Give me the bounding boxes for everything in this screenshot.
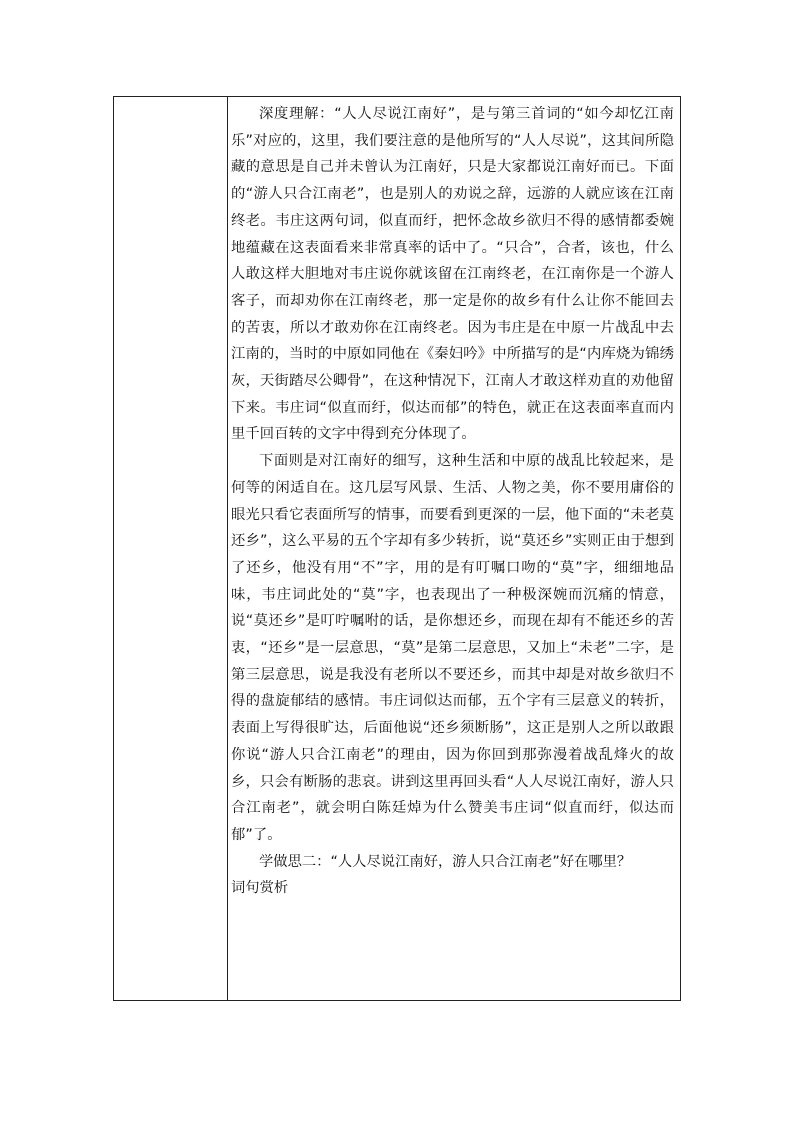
section-heading: 词句赏析	[231, 880, 289, 897]
table-right-cell	[228, 97, 680, 1000]
analysis-paragraph-1: 深度理解：“人人尽说江南好”，是与第三首词的“如今却忆江南乐”对应的，这里，我们要注意的是他所写的“人人尽说”，这其间所隐藏的意思是自己并未曾认为江南好，只是大家都说江南好而已。下面的“游人只合江南老”，也是别人的劝说之辞，远游的人就应该在江南终老。韦庄这两句词，似直而纡，把怀念故乡欲归不得的感情都委婉地蕴藏在这表面看来非常真率的话中了。“只合”，合者，该也，什么人敢这样大胆地对韦庄说你就该留在江南终老，在江南你是一个游人客子，而却劝你在江南终老，那一定是你的故乡有什么让你不能回去的苦衷，所以才敢劝你在江南终老。因为韦庄是在中原一片战乱中去江南的，当时的中原如同他在《秦妇吟》中所描写的是“内库烧为锦绣灰，天街踏尽公卿骨”，在这种情况下，江南人才敢这样劝直的劝他留下来。韦庄词“似直而纡，似达而郁”的特色，就正在这表面率直而内里千回百转的文字中得到充分体现了。	[231, 106, 674, 443]
study-question: 学做思二：“人人尽说江南好，游人只合江南老”好在哪里？	[259, 853, 632, 870]
analysis-paragraph-2: 下面则是对江南好的细写，这种生活和中原的战乱比较起来，是何等的闲适自在。这几层写风景、生活、人物之美，你不要用庸俗的眼光只看它表面所写的情事，而要看到更深的一层，他下面的“未老莫还乡”，这么平易的五个字却有多少转折，说“莫还乡”实则正由于想到了还乡，他没有用“不”字，用的是有叮嘱口吻的“莫”字，细细地品味，韦庄词此处的“莫”字，也表现出了一种极深婉而沉痛的情意，说“莫还乡”是叮咛嘱咐的话，是你想还乡，而现在却有不能还乡的苦衷，“还乡”是一层意思，“莫”是第二层意思，又加上“未老”二字，是第三层意思，说是我没有老所以不要还乡，而其中却是对故乡欲归不得的盘旋郁结的感情。韦庄词似达而郁，五个字有三层意义的转折，表面上写得很旷达，后面他说“还乡须断肠”，这正是别人之所以敢跟你说“游人只合江南老”的理由，因为你回到那弥漫着战乱烽火的故乡，只会有断肠的悲哀。讲到这里再回头看“人人尽说江南好，游人只合江南老”，就会明白陈廷焯为什么赞美韦庄词“似直而纡，似达而郁”了。	[231, 453, 674, 843]
content-table	[113, 96, 681, 1001]
table-left-cell	[114, 97, 228, 1000]
